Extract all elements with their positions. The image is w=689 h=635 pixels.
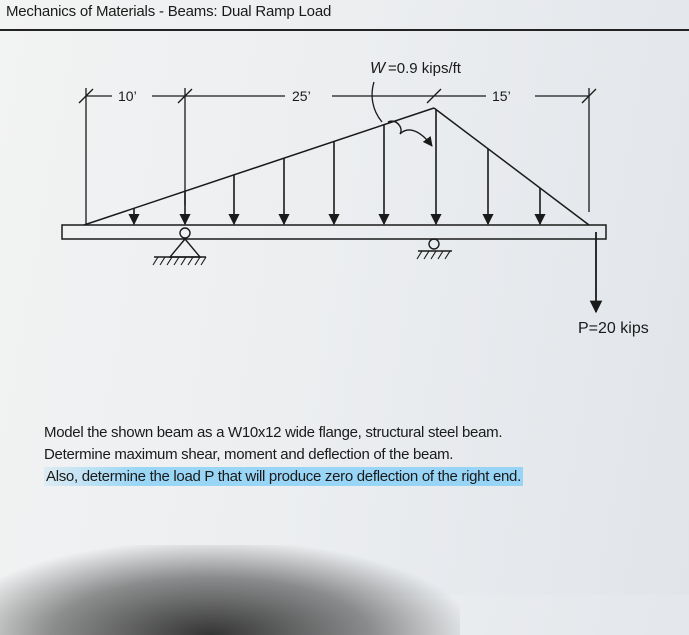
- load-label-w: W: [370, 60, 386, 77]
- problem-line-1: Model the shown beam as a W10x12 wide flange, structural steel beam.: [44, 424, 503, 441]
- distributed-load-outline: [84, 108, 589, 225]
- ramp-up-line: [84, 108, 434, 225]
- dim-label-25: 25’: [292, 88, 311, 104]
- load-arrows: [134, 110, 540, 224]
- roller-wheel: [429, 239, 439, 249]
- dim-label-15: 15’: [492, 88, 511, 104]
- pin-support-pin: [180, 228, 190, 238]
- beam: [62, 225, 606, 239]
- pin-ground-hatch: [153, 257, 206, 265]
- peak-indicator-arrow: [388, 121, 432, 146]
- load-label-value: =0.9 kips/ft: [388, 60, 461, 77]
- problem-line-3: Also, determine the load P that will produce zero deflection of the right end.: [46, 468, 521, 485]
- dim-label-10: 10’: [118, 88, 137, 104]
- problem-line-3-wrapper: [44, 466, 684, 488]
- pin-support: [153, 228, 206, 265]
- ramp-down-line: [434, 108, 589, 225]
- page-title: Mechanics of Materials - Beams: Dual Ramp Load: [6, 3, 332, 20]
- photo-shadow: [0, 545, 460, 635]
- problem-line-2: Determine maximum shear, moment and deflection of the beam.: [44, 446, 454, 463]
- problem-statement: [44, 422, 684, 488]
- pin-support-triangle: [170, 239, 200, 257]
- roller-ground-hatch: [417, 251, 450, 259]
- roller-support: [417, 239, 452, 259]
- point-load-label: P=20 kips: [578, 320, 649, 337]
- dimension-lines: [79, 88, 596, 224]
- load-leader-line: [372, 82, 382, 122]
